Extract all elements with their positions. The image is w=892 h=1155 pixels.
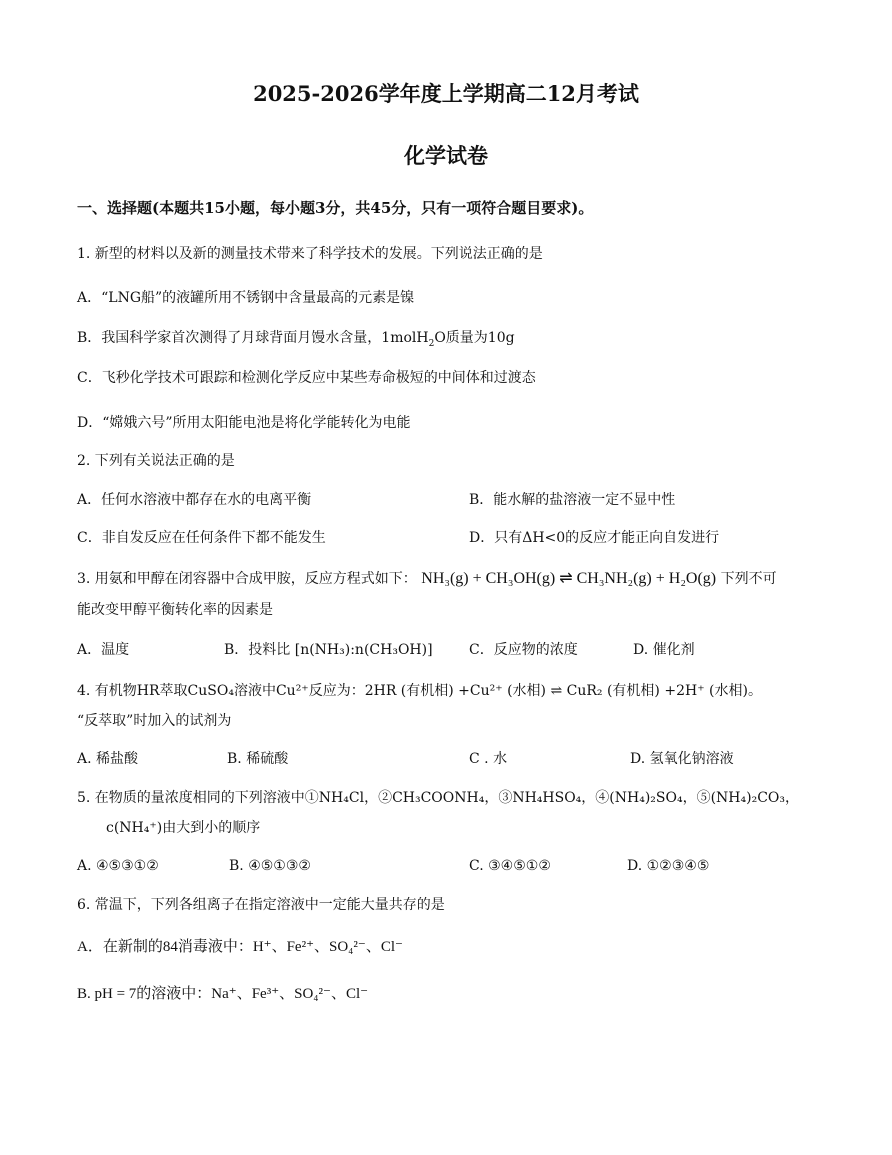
q5-stem-line2: c(NH₄⁺)由大到小的顺序 (106, 820, 261, 836)
q5-option-c: C. ③④⑤①② (469, 858, 551, 874)
q2-stem: 2. 下列有关说法正确的是 (77, 453, 235, 469)
q3-stem-line2: 能改变甲醇平衡转化率的因素是 (77, 602, 273, 618)
q2-option-b: B．能水解的盐溶液一定不显中性 (469, 492, 676, 508)
q1-stem: 1. 新型的材料以及新的测量技术带来了科学技术的发展。下列说法正确的是 (77, 246, 543, 262)
q4-option-a: A. 稀盐酸 (77, 751, 139, 767)
q2-option-a: A．任何水溶液中都存在水的电离平衡 (77, 492, 312, 508)
q5-option-b: B. ④⑤①③② (229, 858, 311, 874)
q2-option-c: C．非自发反应在任何条件下都不能发生 (77, 530, 326, 546)
exam-title: 2025-2026学年度上学期高二12月考试 (253, 81, 639, 106)
q6-option-a: A．在新制的84消毒液中：H⁺、Fe²⁺、SO₄²⁻、Cl⁻ (77, 939, 403, 955)
q3-stem-pre: 3. 用氨和甲醇在闭容器中合成甲胺，反应方程式如下： (77, 571, 417, 587)
q5-option-a: A. ④⑤③①② (77, 858, 159, 874)
q4-stem: 4. 有机物HR萃取CuSO₄溶液中Cu²⁺反应为：2HR (有机相) +Cu²⁺ (水相) ⇌ CuR₂ (有机相) +2H⁺ (水相)。 (77, 683, 762, 699)
q1-option-a: A．“LNG船”的液罐所用不锈钢中含量最高的元素是镍 (77, 290, 415, 306)
q5-option-d: D. ①②③④⑤ (627, 858, 710, 874)
q4-option-b: B. 稀硫酸 (227, 751, 289, 767)
q1-option-d: D．“嫦娥六号”所用太阳能电池是将化学能转化为电能 (77, 415, 411, 431)
q3-equation: NH₃(g) + CH₃OH(g) ⇌ CH₃NH₂(g) + H₂O(g) (421, 570, 717, 587)
q6-option-b: B. pH = 7的溶液中：Na⁺、Fe³⁺、SO₄²⁻、Cl⁻ (77, 986, 369, 1002)
q1-b-subscript: 2 (428, 338, 435, 349)
q4-option-d: D. 氢氧化钠溶液 (630, 751, 734, 767)
q3-option-c: C．反应物的浓度 (469, 642, 578, 658)
q1-option-b (77, 328, 515, 348)
q5-stem: 5. 在物质的量浓度相同的下列溶液中①NH₄Cl，②CH₃COONH₄，③NH₄HSO₄，④(NH₄)₂SO₄，⑤(NH₄)₂CO₃， (77, 790, 799, 806)
q2-option-d: D．只有ΔH<0的反应才能正向自发进行 (469, 530, 720, 546)
q3-option-d: D. 催化剂 (633, 642, 695, 658)
q3-stem (77, 569, 777, 589)
section-heading: 一、选择题(本题共15小题，每小题3分，共45分，只有一项符合题目要求)。 (77, 199, 594, 217)
q1-b-text-pre: B．我国科学家首次测得了月球背面月馒水含量，1molH (77, 330, 429, 346)
q1-b-text-post: O质量为10g (434, 330, 515, 346)
q4-stem-line2: “反萃取”时加入的试剂为 (77, 713, 232, 729)
q3-stem-post: 下列不可 (720, 571, 777, 587)
q4-option-c: C . 水 (469, 751, 508, 767)
q1-option-c: C．飞秒化学技术可跟踪和检测化学反应中某些寿命极短的中间体和过渡态 (77, 370, 536, 386)
q3-option-b: B．投料比 [n(NH₃):n(CH₃OH)] (224, 642, 433, 658)
exam-subtitle: 化学试卷 (404, 143, 488, 168)
q6-stem: 6. 常温下，下列各组离子在指定溶液中一定能大量共存的是 (77, 897, 445, 913)
q3-option-a: A．温度 (77, 642, 130, 658)
